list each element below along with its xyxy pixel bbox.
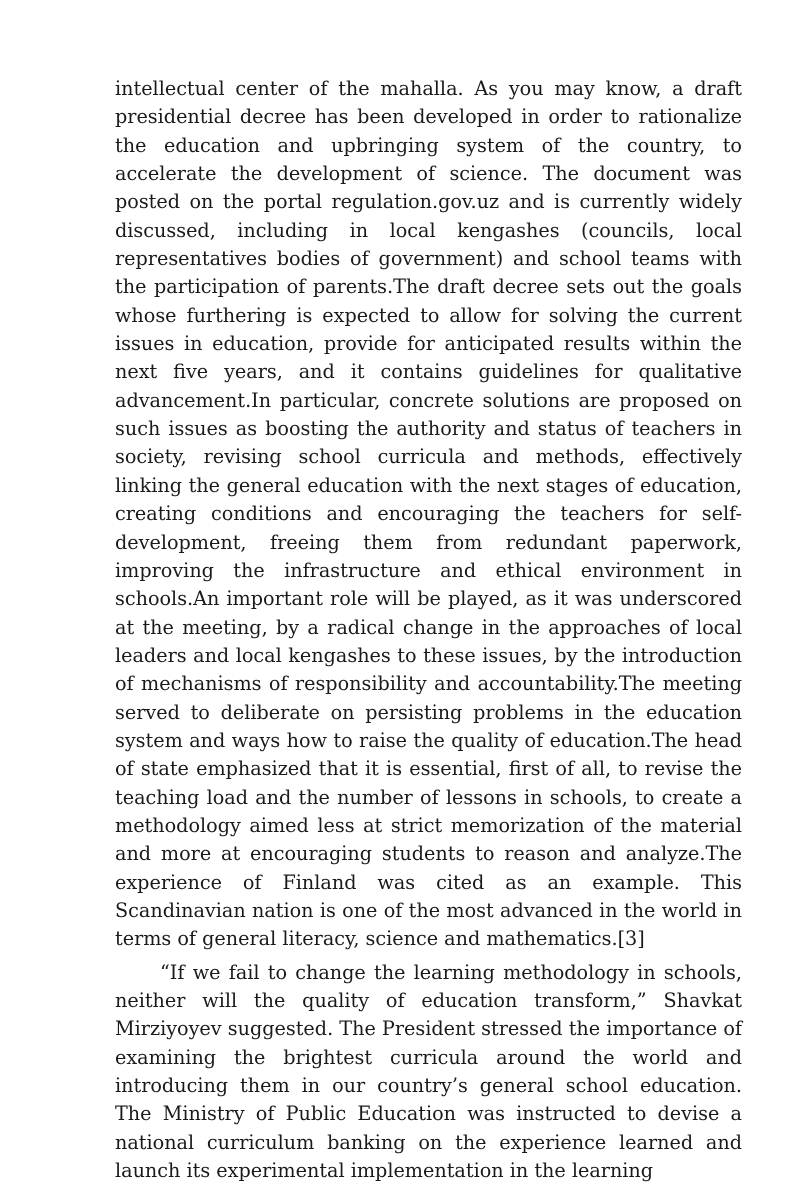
paragraph-education-decree: intellectual center of the mahalla. As you may know, a draft presidential decree has been developed in order to rationalize the education and upbringing system of the country, to accelerate the development of science. The document was posted on the portal regulation.gov.uz and is currently widely discussed, including in local kengashes (councils, local representatives bodies of government) and school teams with the participation of parents.The draft decree sets out the goals whose furthering is expected to allow for solving the current issues in education, provide for anticipated results within the next five years, and it contains guidelines for qualitative advancement.In particular, concrete solutions are proposed on such issues as boosting the authority and status of teachers in society, revising school curricula and methods, effectively linking the general education with the next stages of education, creating conditions and encouraging the teachers for self-development, freeing them from redundant paperwork, improving the infrastructure and ethical environment in schools.An important role will be played, as it was underscored at the meeting, by a radical change in the approaches of local leaders and local kengashes to these issues, by the introduction of mechanisms of responsibility and accountability.The meeting served to deliberate on persisting problems in the education system and ways how to raise the quality of education.The head of state emphasized that it is essential, first of all, to revise the teaching load and the number of lessons in schools, to create a methodology aimed less at strict memorization of the material and more at encouraging students to reason and analyze.The experience of Finland was cited as an example. This Scandinavian nation is one of the most advanced in the world in terms of general literacy, science and mathematics.[3] xyxy=(115,77,742,951)
document-page xyxy=(115,75,742,1185)
paragraph-learning-methodology: “If we fail to change the learning methodology in schools, neither will the quality of education transform,” Shavkat Mirziyoyev suggested. The President stressed the importance of examining the brightest curricula around the world and introducing them in our country’s general school education. The Ministry of Public Education was instructed to devise a national curriculum banking on the experience learned and launch its experimental implementation in the learning xyxy=(115,960,742,1183)
